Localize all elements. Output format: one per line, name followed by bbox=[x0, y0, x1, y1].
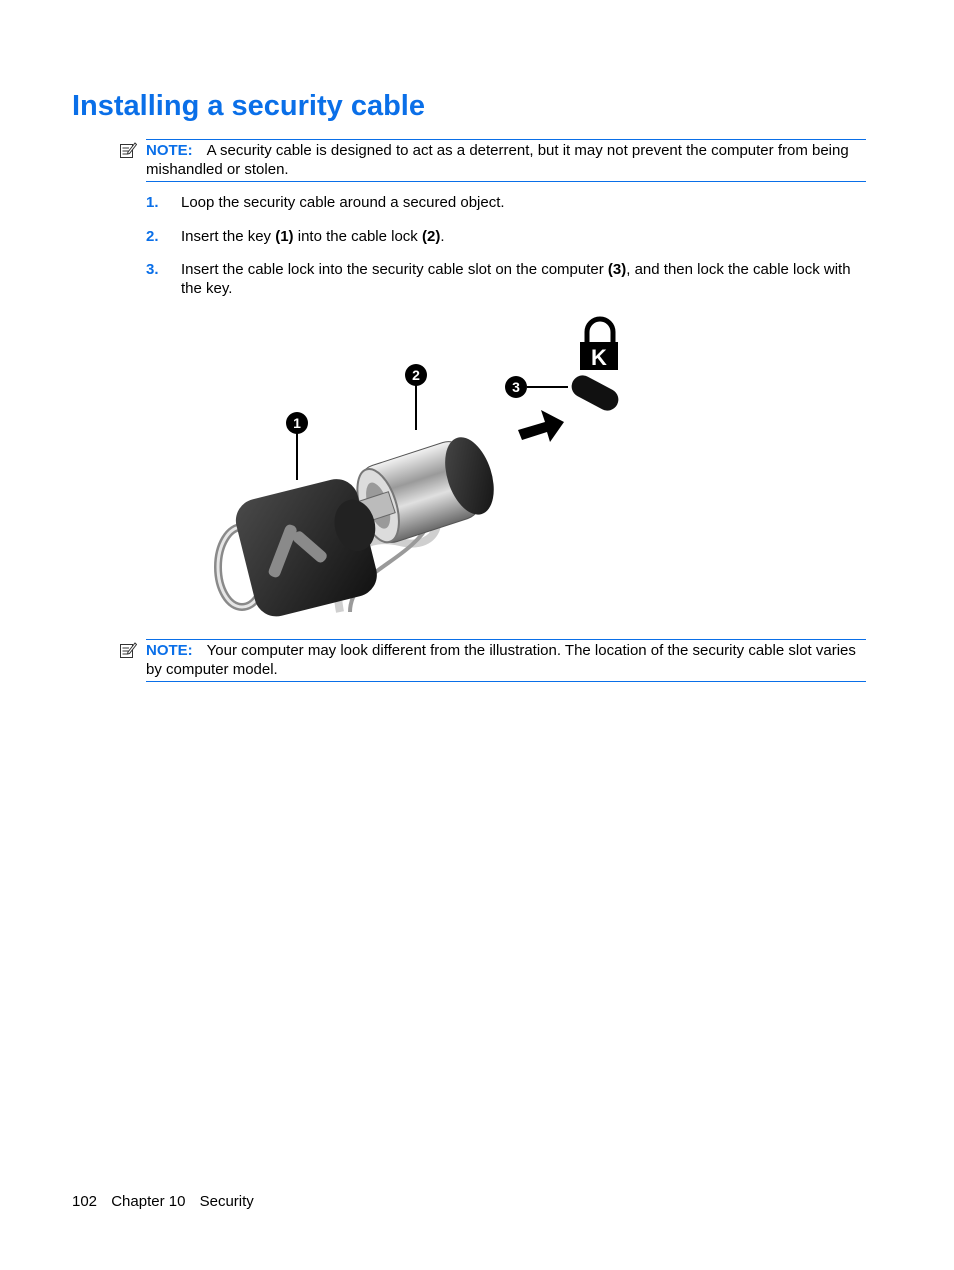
padlock-icon bbox=[580, 319, 618, 370]
list-item bbox=[146, 227, 866, 246]
note-text: Your computer may look different from the illustration. The location of the security cable slot varies by computer model. bbox=[146, 642, 856, 678]
callout-2-label: 2 bbox=[412, 367, 420, 383]
note-box bbox=[146, 139, 866, 182]
step-text bbox=[181, 260, 866, 298]
callout-ref: (1) bbox=[275, 228, 294, 245]
security-slot bbox=[568, 372, 622, 415]
note-icon bbox=[119, 141, 137, 159]
page-footer bbox=[72, 1193, 264, 1210]
note-label: NOTE: bbox=[146, 142, 193, 159]
step-text-part: Insert the key bbox=[181, 228, 276, 245]
callout-ref: (3) bbox=[607, 261, 627, 278]
step-number: 1. bbox=[146, 194, 159, 211]
list-item bbox=[146, 260, 866, 298]
footer-chapter: Chapter 10 bbox=[111, 1193, 186, 1210]
note-text: A security cable is designed to act as a deterrent, but it may not prevent the computer from being mishandled or stolen. bbox=[146, 142, 849, 178]
page-title: Installing a security cable bbox=[72, 90, 425, 122]
step-text bbox=[181, 227, 866, 246]
note-box bbox=[146, 639, 866, 682]
page-number: 102 bbox=[72, 1193, 98, 1210]
step-number: 3. bbox=[146, 261, 159, 278]
callout-1-label: 1 bbox=[293, 415, 301, 431]
note-label: NOTE: bbox=[146, 642, 193, 659]
callout-ref: (2) bbox=[421, 228, 441, 245]
footer-section: Security bbox=[199, 1193, 254, 1210]
arrow-icon bbox=[518, 410, 564, 442]
step-number: 2. bbox=[146, 228, 159, 245]
step-text-part: , and then lock the cable lock with the key. bbox=[181, 261, 851, 297]
security-cable-illustration bbox=[200, 312, 630, 624]
note-icon bbox=[119, 641, 137, 659]
step-text-part: into the cable lock bbox=[293, 228, 422, 245]
list-item bbox=[146, 193, 866, 212]
step-text-part: Insert the cable lock into the security cable slot on the computer bbox=[181, 261, 608, 278]
step-text-part: . bbox=[440, 228, 445, 245]
step-text: Loop the security cable around a secured object. bbox=[181, 194, 505, 211]
callout-3-label: 3 bbox=[512, 379, 520, 395]
padlock-letter: K bbox=[591, 345, 607, 370]
